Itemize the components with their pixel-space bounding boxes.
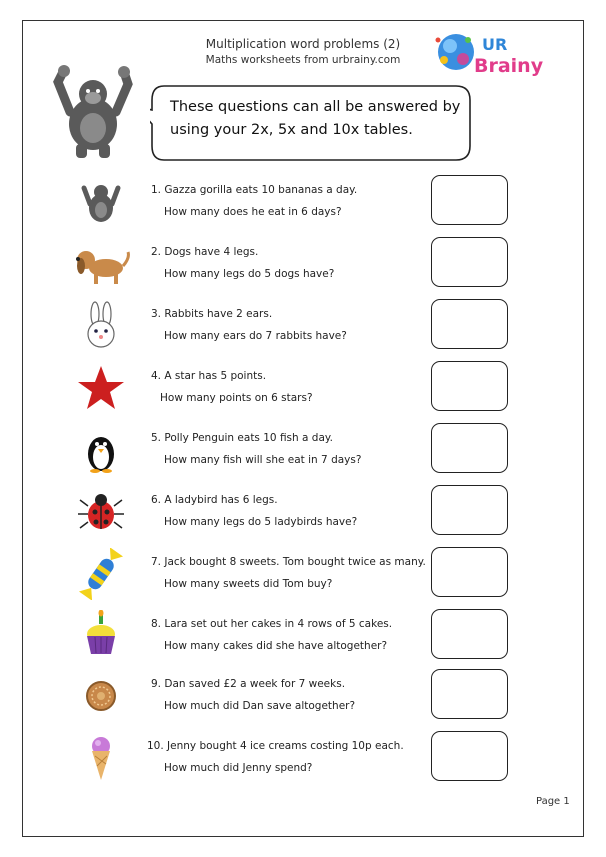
worksheet-title: Multiplication word problems (2) bbox=[205, 37, 401, 51]
question-text: 10. Jenny bought 4 ice creams costing 10p each. bbox=[147, 740, 404, 752]
question-1 bbox=[0, 174, 606, 232]
question-text: 3. Rabbits have 2 ears. bbox=[151, 308, 273, 320]
cake-icon bbox=[68, 610, 134, 662]
question-10 bbox=[0, 730, 606, 788]
ladybird-icon bbox=[68, 486, 134, 538]
question-4 bbox=[0, 360, 606, 418]
answer-box[interactable] bbox=[431, 299, 508, 349]
question-text: 6. A ladybird has 6 legs. bbox=[151, 494, 278, 506]
answer-box[interactable] bbox=[431, 361, 508, 411]
rabbit-icon bbox=[68, 300, 134, 352]
page-number: Page 1 bbox=[536, 796, 570, 807]
coin-icon bbox=[68, 670, 134, 722]
star-icon bbox=[68, 362, 134, 414]
question-text: 9. Dan saved £2 a week for 7 weeks. bbox=[151, 678, 346, 690]
question-text: How many ears do 7 rabbits have? bbox=[164, 330, 347, 342]
sweet-icon bbox=[68, 548, 134, 600]
question-text: 4. A star has 5 points. bbox=[151, 370, 267, 382]
question-2 bbox=[0, 236, 606, 294]
question-text: 2. Dogs have 4 legs. bbox=[151, 246, 259, 258]
ice-cream-icon bbox=[68, 732, 134, 784]
answer-box[interactable] bbox=[431, 669, 508, 719]
ball-icon bbox=[436, 34, 475, 70]
urbrainy-logo bbox=[430, 26, 550, 82]
question-5 bbox=[0, 422, 606, 480]
logo-text-brainy: Brainy bbox=[474, 55, 544, 77]
question-text: How many legs do 5 dogs have? bbox=[164, 268, 335, 280]
logo-text-ur: UR bbox=[482, 35, 508, 54]
answer-box[interactable] bbox=[431, 547, 508, 597]
question-text: 1. Gazza gorilla eats 10 bananas a day. bbox=[151, 184, 358, 196]
intro-text bbox=[170, 96, 470, 142]
question-3 bbox=[0, 298, 606, 356]
question-text: 8. Lara set out her cakes in 4 rows of 5 cakes. bbox=[151, 618, 393, 630]
question-text: 5. Polly Penguin eats 10 fish a day. bbox=[151, 432, 333, 444]
answer-box[interactable] bbox=[431, 731, 508, 781]
question-text: How many points on 6 stars? bbox=[160, 392, 313, 404]
gorilla-icon bbox=[68, 176, 134, 228]
answer-box[interactable] bbox=[431, 237, 508, 287]
question-text: How many does he eat in 6 days? bbox=[164, 206, 342, 218]
answer-box[interactable] bbox=[431, 609, 508, 659]
question-7 bbox=[0, 546, 606, 604]
answer-box[interactable] bbox=[431, 175, 508, 225]
question-text: How much did Dan save altogether? bbox=[164, 700, 356, 712]
question-text: How many sweets did Tom buy? bbox=[164, 578, 333, 590]
question-9 bbox=[0, 668, 606, 726]
intro-line-2: using your 2x, 5x and 10x tables. bbox=[170, 122, 413, 138]
dog-icon bbox=[68, 238, 134, 290]
worksheet-subtitle: Maths worksheets from urbrainy.com bbox=[205, 54, 401, 66]
question-text: 7. Jack bought 8 sweets. Tom bought twice as many. bbox=[151, 556, 426, 568]
intro-line-1: These questions can all be answered by bbox=[170, 99, 461, 115]
question-text: How many fish will she eat in 7 days? bbox=[164, 454, 362, 466]
answer-box[interactable] bbox=[431, 423, 508, 473]
gorilla-icon bbox=[50, 62, 136, 162]
answer-box[interactable] bbox=[431, 485, 508, 535]
question-6 bbox=[0, 484, 606, 542]
question-8 bbox=[0, 608, 606, 666]
question-text: How many legs do 5 ladybirds have? bbox=[164, 516, 358, 528]
question-text: How much did Jenny spend? bbox=[164, 762, 313, 774]
penguin-icon bbox=[68, 424, 134, 476]
question-text: How many cakes did she have altogether? bbox=[164, 640, 388, 652]
